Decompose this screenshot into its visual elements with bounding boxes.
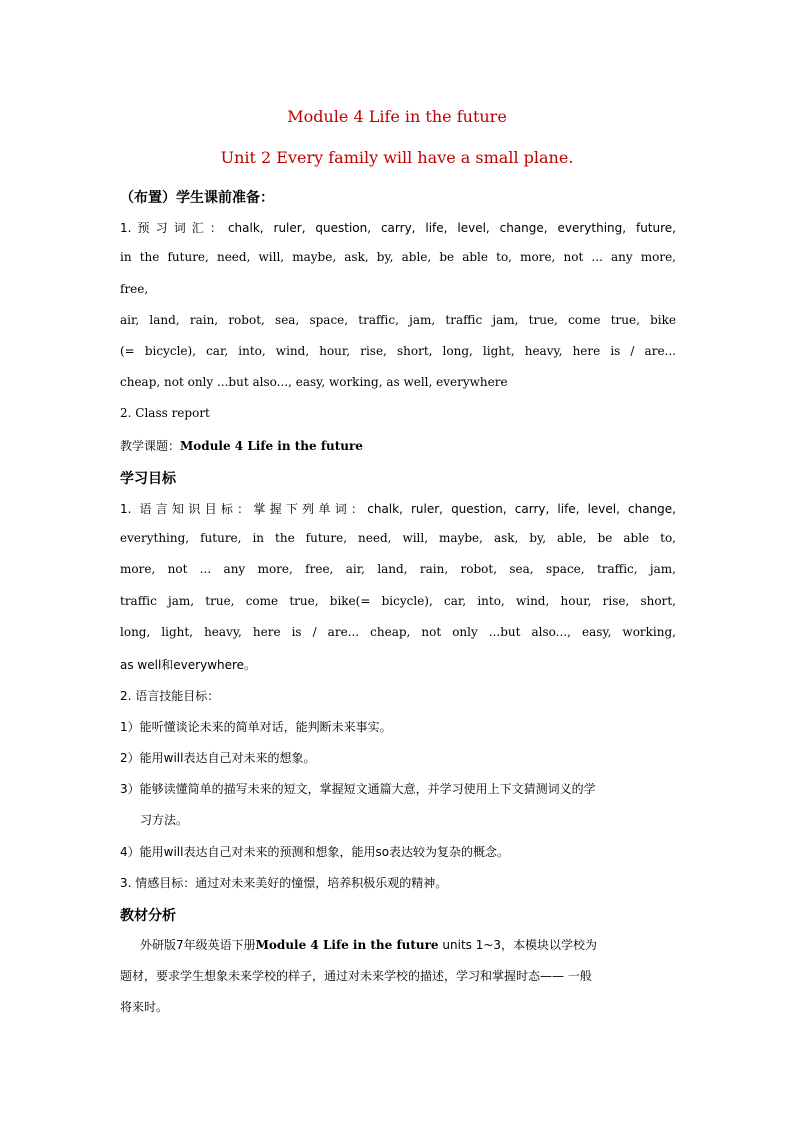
goals-line: 4）能用will表达自己对未来的预测和想象，能用so表达较为复杂的概念。	[120, 845, 510, 859]
analysis-suffix: units 1~3，本模块以学校为	[438, 938, 598, 952]
analysis-prefix: 外研版7年级英语下册	[140, 938, 256, 952]
prep-heading: （布置）学生课前准备：	[120, 190, 274, 206]
prep-line: (= bicycle), car, into, wind, hour, rise, short, long, light, heavy, here is / are...	[120, 344, 676, 358]
analysis-line: 将来时。	[120, 1000, 169, 1014]
goals-line: long, light, heavy, here is / are... cheap, not only ...but also..., easy, working,	[120, 625, 676, 639]
analysis-heading: 教材分析	[120, 908, 176, 924]
unit-title: Unit 2 Every family will have a small plane.	[220, 148, 574, 167]
goals-line: 习方法。	[140, 813, 189, 827]
goals-line: 2. 语言技能目标：	[120, 689, 220, 703]
prep-line: cheap, not only ...but also..., easy, working, as well, everywhere	[120, 375, 508, 389]
analysis-line: 题材，要求学生想象未来学校的样子，通过对未来学校的描述，学习和掌握时态—— 一般	[120, 969, 592, 983]
topic-value: Module 4 Life in the future	[180, 439, 363, 453]
goals-heading: 学习目标	[120, 471, 176, 487]
module-title: Module 4 Life in the future	[287, 107, 507, 126]
goals-line: 1. 语言知识目标：掌握下列单词：chalk, ruler, question, carry, life, level, change,	[120, 502, 676, 516]
goals-line: traffic jam, true, come true, bike(= bicycle), car, into, wind, hour, rise, short,	[120, 594, 676, 608]
analysis-module: Module 4 Life in the future	[255, 938, 439, 952]
prep-line: in the future, need, will, maybe, ask, by, able, be able to, more, not ... any more,	[120, 250, 676, 264]
analysis-line	[140, 936, 676, 953]
goals-line: 1）能听懂谈论未来的简单对话，能判断未来事实。	[120, 720, 392, 734]
prep-line: 1.预习词汇：chalk, ruler, question, carry, life, level, change, everything, future,	[120, 221, 676, 235]
goals-line: 3）能够读懂简单的描写未来的短文，掌握短文通篇大意，并学习使用上下文猜测词义的学	[120, 782, 596, 796]
topic-label: 教学课题：	[120, 439, 181, 453]
topic-line	[120, 437, 676, 454]
goals-line: everything, future, in the future, need, will, maybe, ask, by, able, be able to,	[120, 531, 676, 545]
prep-line: air, land, rain, robot, sea, space, traffic, jam, traffic jam, true, come true, bike	[120, 313, 676, 327]
goals-line: more, not ... any more, free, air, land, rain, robot, sea, space, traffic, jam,	[120, 562, 676, 576]
prep-line: 2. Class report	[120, 406, 210, 420]
prep-line: free,	[120, 282, 149, 296]
goals-line: as well和everywhere。	[120, 658, 257, 672]
goals-line: 3. 情感目标：通过对未来美好的憧憬，培养积极乐观的精神。	[120, 876, 448, 890]
goals-line: 2）能用will表达自己对未来的想象。	[120, 751, 316, 765]
